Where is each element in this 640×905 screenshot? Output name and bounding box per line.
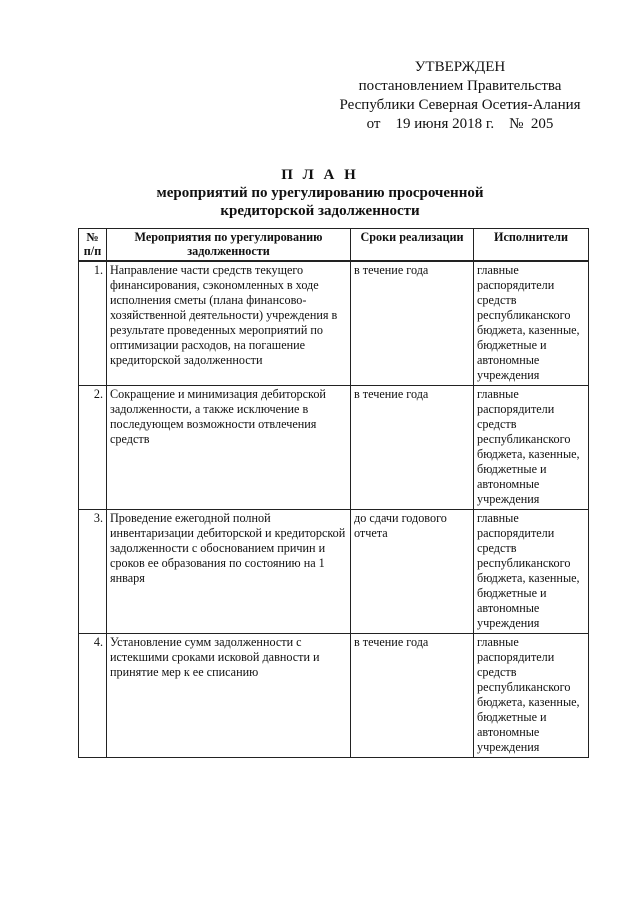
row-num: 4.	[79, 634, 107, 758]
row-measure: Установление сумм задолженности с истекшими сроками исковой давности и принятие мер к ее списанию	[107, 634, 351, 758]
row-terms: в течение года	[351, 261, 474, 386]
row-executors: главные распорядители средств республиканского бюджета, казенные, бюджетные и автономные учреждения	[474, 510, 589, 634]
approval-republic: Республики Северная Осетия-Алания	[339, 97, 581, 113]
document-subtitle-line1: мероприятий по урегулированию просроченной	[156, 185, 484, 201]
row-terms: в течение года	[351, 386, 474, 510]
row-measure: Сокращение и минимизация дебиторской задолженности, а также исключение в последующем возможности отвлечения средств	[107, 386, 351, 510]
row-executors: главные распорядители средств республиканского бюджета, казенные, бюджетные и автономные учреждения	[474, 261, 589, 386]
document-title: П Л А Н	[281, 167, 359, 183]
row-executors: главные распорядители средств республиканского бюджета, казенные, бюджетные и автономные учреждения	[474, 634, 589, 758]
row-num: 3.	[79, 510, 107, 634]
header-measure: Мероприятия по урегулированию задолженности	[107, 229, 351, 262]
row-terms: в течение года	[351, 634, 474, 758]
table-row	[79, 261, 589, 386]
header-terms: Сроки реализации	[351, 229, 474, 262]
approval-title: УТВЕРЖДЕН	[414, 59, 506, 75]
row-num: 2.	[79, 386, 107, 510]
document-heading	[0, 166, 640, 220]
plan-table	[78, 228, 589, 758]
row-terms: до сдачи годового отчета	[351, 510, 474, 634]
approval-block	[335, 58, 585, 134]
approval-resolution: постановлением Правительства	[358, 78, 562, 94]
approval-date-number: от 19 июня 2018 г. № 205	[366, 116, 554, 132]
row-executors: главные распорядители средств республиканского бюджета, казенные, бюджетные и автономные учреждения	[474, 386, 589, 510]
row-num: 1.	[79, 261, 107, 386]
document-subtitle-line2: кредиторской задолженности	[220, 203, 420, 219]
row-measure: Направление части средств текущего финансирования, сэкономленных в ходе исполнения сметы (плана финансово-хозяйственной деятельности) учреждения в результате проведенных мероприятий по оптимизации расходов, на погашение кредиторской задолженности	[107, 261, 351, 386]
row-measure: Проведение ежегодной полной инвентаризации дебиторской и кредиторской задолженности с обоснованием причин и сроков ее образования по состоянию на 1 января	[107, 510, 351, 634]
header-num: № п/п	[79, 229, 107, 262]
table-row	[79, 510, 589, 634]
table-header-row	[79, 229, 589, 262]
header-executors: Исполнители	[474, 229, 589, 262]
table-row	[79, 386, 589, 510]
table-row	[79, 634, 589, 758]
